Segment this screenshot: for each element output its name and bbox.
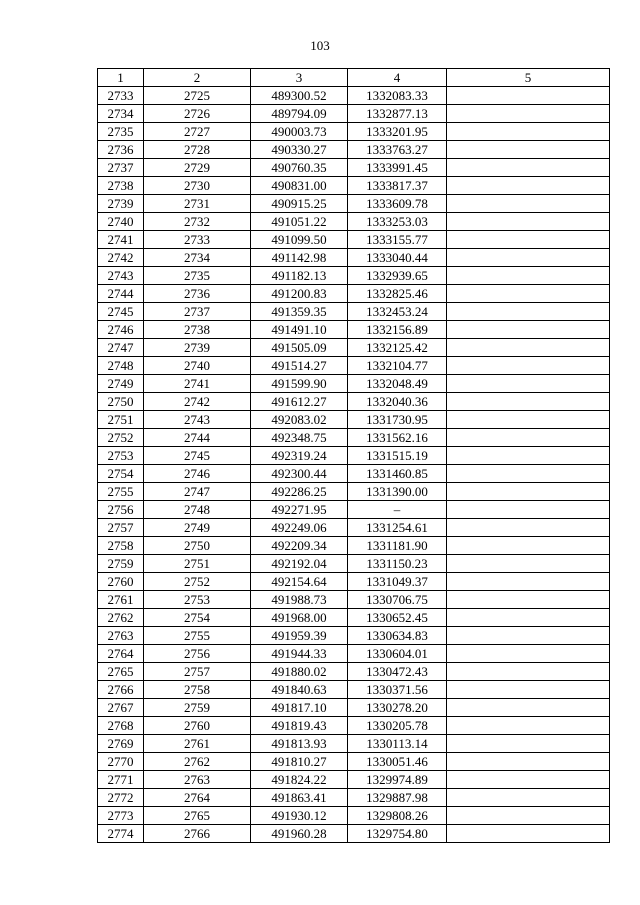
y-coordinate-cell: 1332939.65	[348, 267, 447, 285]
point-number-cell: 2770	[98, 753, 144, 771]
notes-cell	[447, 807, 610, 825]
table-row	[98, 87, 610, 105]
x-coordinate-cell: 491491.10	[251, 321, 348, 339]
table-row	[98, 807, 610, 825]
ref-number-cell: 2733	[144, 231, 251, 249]
point-number-cell: 2757	[98, 519, 144, 537]
ref-number-cell: 2761	[144, 735, 251, 753]
x-coordinate-cell: 491200.83	[251, 285, 348, 303]
point-number-cell: 2767	[98, 699, 144, 717]
column-header-5: 5	[447, 69, 610, 87]
point-number-cell: 2742	[98, 249, 144, 267]
y-coordinate-cell: 1332825.46	[348, 285, 447, 303]
x-coordinate-cell: 491514.27	[251, 357, 348, 375]
table-row	[98, 771, 610, 789]
y-coordinate-cell: 1330371.56	[348, 681, 447, 699]
point-number-cell: 2741	[98, 231, 144, 249]
point-number-cell: 2774	[98, 825, 144, 843]
ref-number-cell: 2747	[144, 483, 251, 501]
table-row	[98, 681, 610, 699]
ref-number-cell: 2754	[144, 609, 251, 627]
page-number: 103	[310, 38, 330, 53]
coordinates-table	[97, 68, 610, 843]
y-coordinate-cell: 1330472.43	[348, 663, 447, 681]
ref-number-cell: 2740	[144, 357, 251, 375]
notes-cell	[447, 465, 610, 483]
point-number-cell: 2737	[98, 159, 144, 177]
notes-cell	[447, 519, 610, 537]
table-row	[98, 141, 610, 159]
notes-cell	[447, 789, 610, 807]
ref-number-cell: 2758	[144, 681, 251, 699]
x-coordinate-cell: 491960.28	[251, 825, 348, 843]
table-row	[98, 123, 610, 141]
ref-number-cell: 2759	[144, 699, 251, 717]
point-number-cell: 2771	[98, 771, 144, 789]
y-coordinate-cell: 1333155.77	[348, 231, 447, 249]
ref-number-cell: 2743	[144, 411, 251, 429]
table-row	[98, 357, 610, 375]
ref-number-cell: 2727	[144, 123, 251, 141]
column-header-3: 3	[251, 69, 348, 87]
table-row	[98, 735, 610, 753]
x-coordinate-cell: 491099.50	[251, 231, 348, 249]
y-coordinate-cell: 1329974.89	[348, 771, 447, 789]
notes-cell	[447, 213, 610, 231]
notes-cell	[447, 339, 610, 357]
ref-number-cell: 2732	[144, 213, 251, 231]
y-coordinate-cell: 1332083.33	[348, 87, 447, 105]
x-coordinate-cell: 491359.35	[251, 303, 348, 321]
y-coordinate-cell: 1333040.44	[348, 249, 447, 267]
table-body	[98, 87, 610, 843]
notes-cell	[447, 501, 610, 519]
x-coordinate-cell: 491824.22	[251, 771, 348, 789]
point-number-cell: 2743	[98, 267, 144, 285]
ref-number-cell: 2756	[144, 645, 251, 663]
notes-cell	[447, 663, 610, 681]
point-number-cell: 2769	[98, 735, 144, 753]
notes-cell	[447, 771, 610, 789]
point-number-cell: 2750	[98, 393, 144, 411]
ref-number-cell: 2729	[144, 159, 251, 177]
x-coordinate-cell: 492083.02	[251, 411, 348, 429]
y-coordinate-cell: 1330051.46	[348, 753, 447, 771]
point-number-cell: 2748	[98, 357, 144, 375]
point-number-cell: 2735	[98, 123, 144, 141]
y-coordinate-cell: 1332048.49	[348, 375, 447, 393]
y-coordinate-cell: 1330604.01	[348, 645, 447, 663]
table-row	[98, 591, 610, 609]
y-coordinate-cell: 1330634.83	[348, 627, 447, 645]
ref-number-cell: 2746	[144, 465, 251, 483]
ref-number-cell: 2749	[144, 519, 251, 537]
notes-cell	[447, 573, 610, 591]
point-number-cell: 2752	[98, 429, 144, 447]
table-row	[98, 177, 610, 195]
notes-cell	[447, 609, 610, 627]
point-number-cell: 2773	[98, 807, 144, 825]
table-row	[98, 609, 610, 627]
y-coordinate-cell: 1331181.90	[348, 537, 447, 555]
ref-number-cell: 2755	[144, 627, 251, 645]
table-row	[98, 285, 610, 303]
y-coordinate-cell: 1332877.13	[348, 105, 447, 123]
x-coordinate-cell: 491612.27	[251, 393, 348, 411]
x-coordinate-cell: 489794.09	[251, 105, 348, 123]
point-number-cell: 2761	[98, 591, 144, 609]
notes-cell	[447, 393, 610, 411]
ref-number-cell: 2748	[144, 501, 251, 519]
ref-number-cell: 2744	[144, 429, 251, 447]
table-row	[98, 627, 610, 645]
y-coordinate-cell: 1332453.24	[348, 303, 447, 321]
y-coordinate-cell: 1331515.19	[348, 447, 447, 465]
table-row	[98, 339, 610, 357]
table-row	[98, 231, 610, 249]
point-number-cell: 2739	[98, 195, 144, 213]
table-row	[98, 465, 610, 483]
y-coordinate-cell: 1331049.37	[348, 573, 447, 591]
ref-number-cell: 2764	[144, 789, 251, 807]
ref-number-cell: 2726	[144, 105, 251, 123]
point-number-cell: 2765	[98, 663, 144, 681]
notes-cell	[447, 231, 610, 249]
notes-cell	[447, 717, 610, 735]
table-row	[98, 447, 610, 465]
point-number-cell: 2768	[98, 717, 144, 735]
y-coordinate-cell: 1329808.26	[348, 807, 447, 825]
y-coordinate-cell: 1330205.78	[348, 717, 447, 735]
notes-cell	[447, 357, 610, 375]
y-coordinate-cell: 1332125.42	[348, 339, 447, 357]
y-coordinate-cell: 1332156.89	[348, 321, 447, 339]
point-number-cell: 2736	[98, 141, 144, 159]
ref-number-cell: 2762	[144, 753, 251, 771]
x-coordinate-cell: 492271.95	[251, 501, 348, 519]
table-row	[98, 249, 610, 267]
point-number-cell: 2733	[98, 87, 144, 105]
ref-number-cell: 2750	[144, 537, 251, 555]
point-number-cell: 2764	[98, 645, 144, 663]
point-number-cell: 2763	[98, 627, 144, 645]
x-coordinate-cell: 491599.90	[251, 375, 348, 393]
table-row	[98, 483, 610, 501]
notes-cell	[447, 105, 610, 123]
notes-cell	[447, 681, 610, 699]
notes-cell	[447, 159, 610, 177]
notes-cell	[447, 321, 610, 339]
y-coordinate-cell: 1332104.77	[348, 357, 447, 375]
x-coordinate-cell: 491819.43	[251, 717, 348, 735]
x-coordinate-cell: 492319.24	[251, 447, 348, 465]
y-coordinate-cell: 1331390.00	[348, 483, 447, 501]
table-row	[98, 699, 610, 717]
notes-cell	[447, 429, 610, 447]
ref-number-cell: 2760	[144, 717, 251, 735]
y-coordinate-cell: 1333991.45	[348, 159, 447, 177]
x-coordinate-cell: 491505.09	[251, 339, 348, 357]
y-coordinate-cell: 1331562.16	[348, 429, 447, 447]
point-number-cell: 2744	[98, 285, 144, 303]
ref-number-cell: 2752	[144, 573, 251, 591]
x-coordinate-cell: 491840.63	[251, 681, 348, 699]
table-row	[98, 753, 610, 771]
x-coordinate-cell: 491930.12	[251, 807, 348, 825]
table-row	[98, 159, 610, 177]
x-coordinate-cell: 492192.04	[251, 555, 348, 573]
point-number-cell: 2734	[98, 105, 144, 123]
table-header	[98, 69, 610, 87]
y-coordinate-cell: 1332040.36	[348, 393, 447, 411]
ref-number-cell: 2751	[144, 555, 251, 573]
x-coordinate-cell: 490003.73	[251, 123, 348, 141]
y-coordinate-cell: 1333817.37	[348, 177, 447, 195]
x-coordinate-cell: 489300.52	[251, 87, 348, 105]
x-coordinate-cell: 490915.25	[251, 195, 348, 213]
x-coordinate-cell: 492154.64	[251, 573, 348, 591]
x-coordinate-cell: 491051.22	[251, 213, 348, 231]
notes-cell	[447, 645, 610, 663]
x-coordinate-cell: 491944.33	[251, 645, 348, 663]
point-number-cell: 2760	[98, 573, 144, 591]
table-row	[98, 519, 610, 537]
y-coordinate-cell: 1330113.14	[348, 735, 447, 753]
table-row	[98, 321, 610, 339]
ref-number-cell: 2763	[144, 771, 251, 789]
x-coordinate-cell: 492249.06	[251, 519, 348, 537]
point-number-cell: 2746	[98, 321, 144, 339]
notes-cell	[447, 537, 610, 555]
table-row	[98, 411, 610, 429]
y-coordinate-cell: 1330652.45	[348, 609, 447, 627]
table-row	[98, 501, 610, 519]
table-row	[98, 717, 610, 735]
ref-number-cell: 2766	[144, 825, 251, 843]
x-coordinate-cell: 492300.44	[251, 465, 348, 483]
notes-cell	[447, 735, 610, 753]
ref-number-cell: 2725	[144, 87, 251, 105]
y-coordinate-cell: 1333253.03	[348, 213, 447, 231]
y-coordinate-cell: 1330278.20	[348, 699, 447, 717]
notes-cell	[447, 303, 610, 321]
point-number-cell: 2740	[98, 213, 144, 231]
x-coordinate-cell: 490330.27	[251, 141, 348, 159]
column-header-4: 4	[348, 69, 447, 87]
point-number-cell: 2762	[98, 609, 144, 627]
table-row	[98, 303, 610, 321]
x-coordinate-cell: 491880.02	[251, 663, 348, 681]
x-coordinate-cell: 491817.10	[251, 699, 348, 717]
point-number-cell: 2753	[98, 447, 144, 465]
table-row	[98, 645, 610, 663]
ref-number-cell: 2757	[144, 663, 251, 681]
y-coordinate-cell: 1331254.61	[348, 519, 447, 537]
table-row	[98, 429, 610, 447]
notes-cell	[447, 483, 610, 501]
notes-cell	[447, 87, 610, 105]
ref-number-cell: 2741	[144, 375, 251, 393]
ref-number-cell: 2738	[144, 321, 251, 339]
point-number-cell: 2758	[98, 537, 144, 555]
notes-cell	[447, 825, 610, 843]
point-number-cell: 2751	[98, 411, 144, 429]
y-coordinate-cell: 1333201.95	[348, 123, 447, 141]
point-number-cell: 2745	[98, 303, 144, 321]
x-coordinate-cell: 491968.00	[251, 609, 348, 627]
table-row	[98, 537, 610, 555]
point-number-cell: 2759	[98, 555, 144, 573]
notes-cell	[447, 375, 610, 393]
notes-cell	[447, 753, 610, 771]
x-coordinate-cell: 490760.35	[251, 159, 348, 177]
y-coordinate-cell: 1333609.78	[348, 195, 447, 213]
table-row	[98, 105, 610, 123]
x-coordinate-cell: 490831.00	[251, 177, 348, 195]
ref-number-cell: 2730	[144, 177, 251, 195]
notes-cell	[447, 267, 610, 285]
point-number-cell: 2749	[98, 375, 144, 393]
point-number-cell: 2766	[98, 681, 144, 699]
x-coordinate-cell: 491959.39	[251, 627, 348, 645]
point-number-cell: 2756	[98, 501, 144, 519]
notes-cell	[447, 627, 610, 645]
x-coordinate-cell: 492348.75	[251, 429, 348, 447]
x-coordinate-cell: 491988.73	[251, 591, 348, 609]
ref-number-cell: 2765	[144, 807, 251, 825]
notes-cell	[447, 447, 610, 465]
y-coordinate-cell: –	[348, 501, 447, 519]
point-number-cell: 2754	[98, 465, 144, 483]
y-coordinate-cell: 1333763.27	[348, 141, 447, 159]
table-row	[98, 555, 610, 573]
ref-number-cell: 2731	[144, 195, 251, 213]
y-coordinate-cell: 1331730.95	[348, 411, 447, 429]
ref-number-cell: 2742	[144, 393, 251, 411]
y-coordinate-cell: 1329887.98	[348, 789, 447, 807]
ref-number-cell: 2745	[144, 447, 251, 465]
ref-number-cell: 2735	[144, 267, 251, 285]
table-row	[98, 393, 610, 411]
y-coordinate-cell: 1331150.23	[348, 555, 447, 573]
table-row	[98, 663, 610, 681]
table-row	[98, 195, 610, 213]
table-row	[98, 573, 610, 591]
notes-cell	[447, 249, 610, 267]
table-row	[98, 375, 610, 393]
header-row	[98, 69, 610, 87]
x-coordinate-cell: 492286.25	[251, 483, 348, 501]
ref-number-cell: 2734	[144, 249, 251, 267]
notes-cell	[447, 555, 610, 573]
ref-number-cell: 2739	[144, 339, 251, 357]
notes-cell	[447, 285, 610, 303]
notes-cell	[447, 195, 610, 213]
notes-cell	[447, 123, 610, 141]
y-coordinate-cell: 1330706.75	[348, 591, 447, 609]
notes-cell	[447, 699, 610, 717]
x-coordinate-cell: 492209.34	[251, 537, 348, 555]
notes-cell	[447, 411, 610, 429]
table-row	[98, 267, 610, 285]
point-number-cell: 2755	[98, 483, 144, 501]
column-header-1: 1	[98, 69, 144, 87]
notes-cell	[447, 141, 610, 159]
ref-number-cell: 2753	[144, 591, 251, 609]
x-coordinate-cell: 491810.27	[251, 753, 348, 771]
y-coordinate-cell: 1331460.85	[348, 465, 447, 483]
ref-number-cell: 2728	[144, 141, 251, 159]
x-coordinate-cell: 491863.41	[251, 789, 348, 807]
x-coordinate-cell: 491813.93	[251, 735, 348, 753]
ref-number-cell: 2737	[144, 303, 251, 321]
y-coordinate-cell: 1329754.80	[348, 825, 447, 843]
table-row	[98, 825, 610, 843]
x-coordinate-cell: 491142.98	[251, 249, 348, 267]
point-number-cell: 2738	[98, 177, 144, 195]
point-number-cell: 2747	[98, 339, 144, 357]
table-row	[98, 789, 610, 807]
column-header-2: 2	[144, 69, 251, 87]
ref-number-cell: 2736	[144, 285, 251, 303]
x-coordinate-cell: 491182.13	[251, 267, 348, 285]
table-row	[98, 213, 610, 231]
point-number-cell: 2772	[98, 789, 144, 807]
notes-cell	[447, 177, 610, 195]
notes-cell	[447, 591, 610, 609]
